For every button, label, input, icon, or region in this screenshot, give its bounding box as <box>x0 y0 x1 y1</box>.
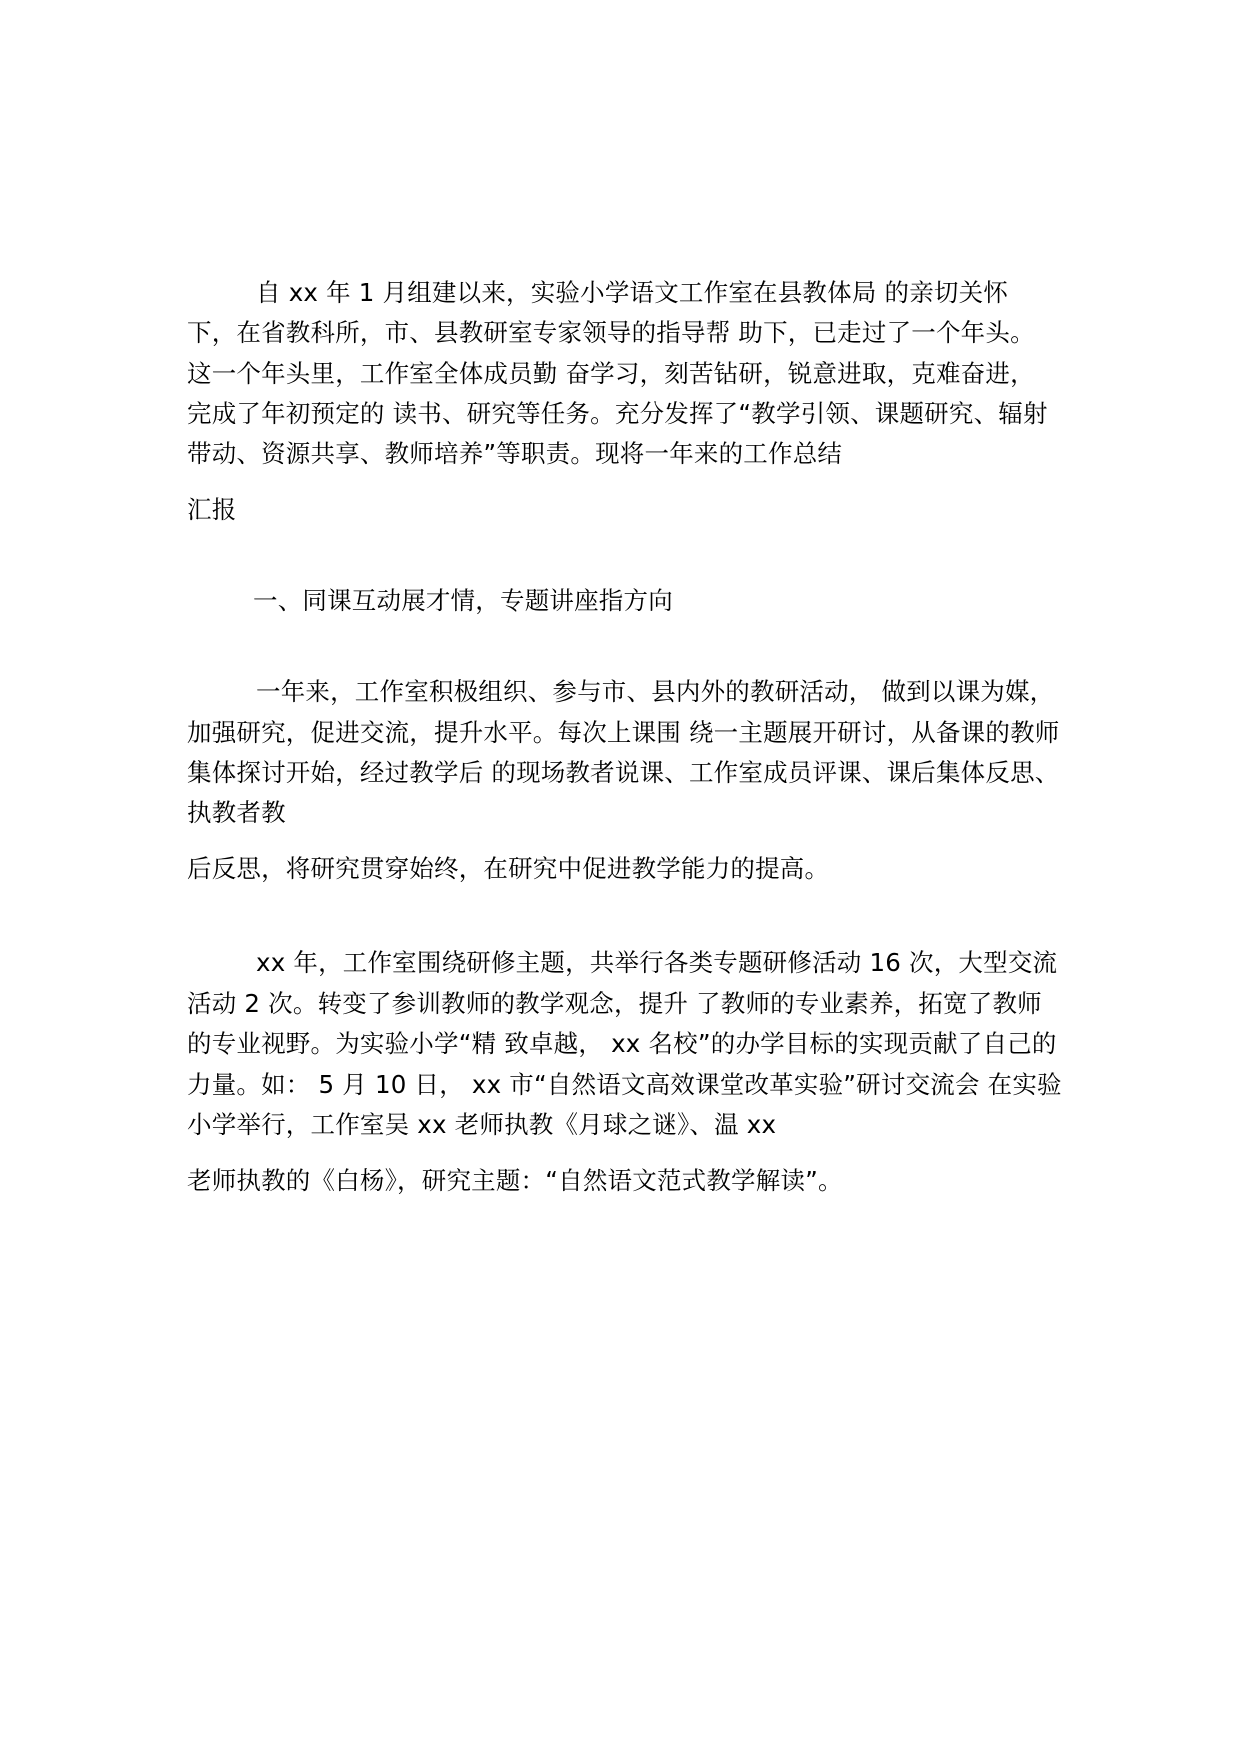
para1-line-1: 自 xx 年 1 月组建以来，实验小学语文工作室在县教体局 的亲切关怀 <box>256 278 1009 307</box>
para3-line-1: xx 年，工作室围绕研修主题，共举行各类专题研修活动 16 次，大型交流 <box>256 948 1058 977</box>
para2-line-3: 集体探讨开始，经过教学后 的现场教者说课、工作室成员评课、课后集体反思、 <box>187 758 1060 787</box>
para2-line-2: 加强研究，促进交流，提升水平。每次上课围 绕一主题展开研讨，从备课的教师 <box>187 718 1060 747</box>
para3-line-4: 力量。如： 5 月 10 日， xx 市“自然语文高效课堂改革实验”研讨交流会 在实验 <box>187 1070 1062 1099</box>
para1-line-4: 完成了年初预定的 读书、研究等任务。充分发挥了“教学引领、课题研究、辐射 <box>187 399 1048 428</box>
section1-heading: 一、同课互动展才情，专题讲座指方向 <box>253 586 673 615</box>
para2-line-4: 执教者教 <box>187 798 286 827</box>
para1-line-3: 这一个年头里，工作室全体成员勤 奋学习，刻苦钻研，锐意进取，克难奋进， <box>187 359 1035 388</box>
para3-line-3: 的专业视野。为实验小学“精 致卓越， xx 名校”的办学目标的实现贡献了自己的 <box>187 1029 1057 1058</box>
para3-line-5: 小学举行，工作室吴 xx 老师执教《月球之谜》、温 xx <box>187 1110 777 1139</box>
para2-line-5: 后反思，将研究贯穿始终，在研究中促进教学能力的提高。 <box>187 854 830 883</box>
para1-line-5: 带动、资源共享、教师培养”等职责。现将一年来的工作总结 <box>187 439 843 468</box>
para2-line-1: 一年来，工作室积极组织、参与市、县内外的教研活动， 做到以课为媒， <box>256 677 1055 706</box>
para3-line-6: 老师执教的《白杨》，研究主题：“自然语文范式教学解读”。 <box>187 1166 843 1195</box>
para1-line-2: 下，在省教科所，市、县教研室专家领导的指导帮 助下，已走过了一个年头。 <box>187 318 1035 347</box>
para3-line-2: 活动 2 次。转变了参训教师的教学观念，提升 了教师的专业素养，拓宽了教师 <box>187 989 1042 1018</box>
para1-line-6: 汇报 <box>187 495 237 524</box>
